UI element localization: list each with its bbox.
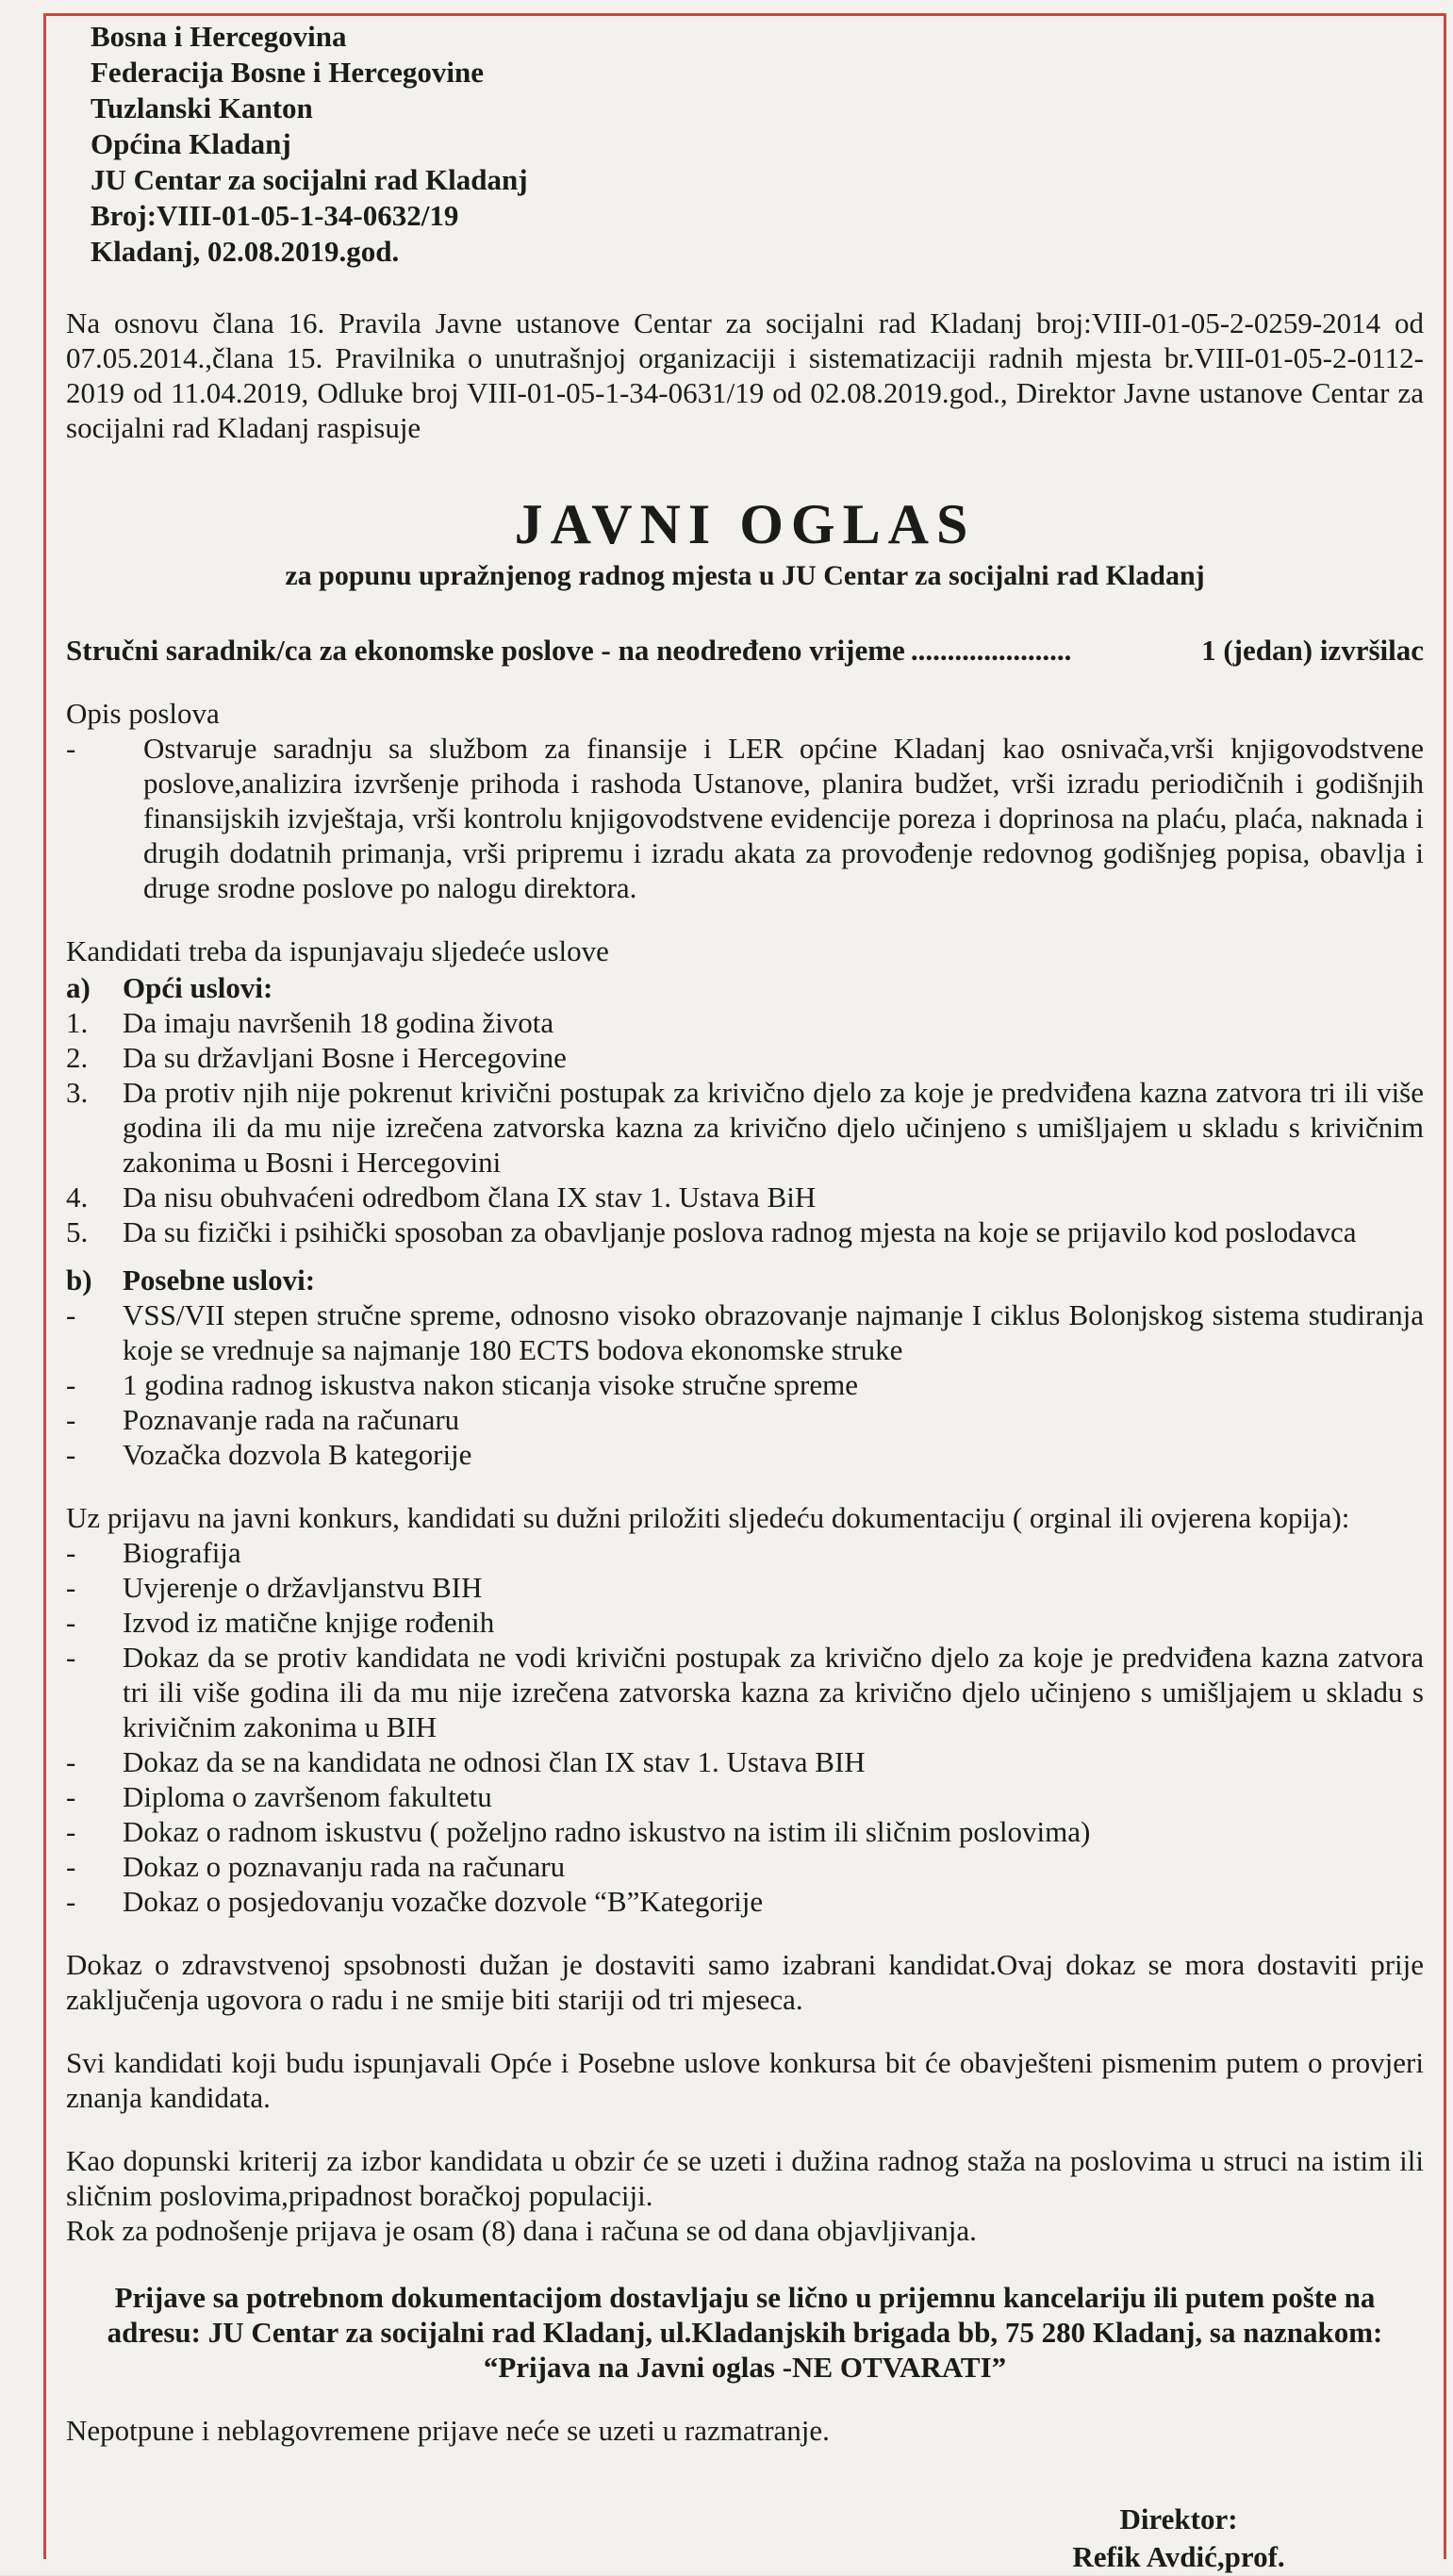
header-line: Tuzlanski Kanton bbox=[91, 91, 313, 124]
list-item bbox=[66, 1214, 1424, 1249]
list-item bbox=[66, 1180, 1424, 1214]
job-description-section bbox=[66, 696, 1424, 905]
list-marker: - bbox=[66, 1606, 76, 1639]
list-marker: - bbox=[66, 732, 76, 765]
criteria-paragraph: Kao dopunski kriterij za izbor kandidata u obzir će se uzeti i dužina radnog staža na poslovima u struci na istim ili sličnim poslovima,pripadnost boračkoj populaciji. bbox=[66, 2144, 1424, 2212]
list-marker: 1. bbox=[66, 1006, 89, 1039]
list-marker: - bbox=[66, 1850, 76, 1883]
list-item bbox=[66, 1437, 1424, 1472]
list-text: Ostvaruje saradnju sa službom za finansije i LER općine Kladanj kao osnivača,vrši knjigovodstvene poslove,analizira izvršenje prihoda i rashoda Ustanove, planira budžet, vrši izradu periodičnih i godišnjih finansijskih izvještaja, vrši kontrolu knjigovodstvene evidencije poreza i doprinosa na plaću, plaća, naknada i drugih dodatnih primanja, vrši pripremu i izradu akata za provođenje redovnog godišnjeg popisa, obavlja i druge srodne poslove po nalogu direktora. bbox=[143, 732, 1424, 904]
list-text: Vozačka dozvola B kategorije bbox=[123, 1438, 472, 1471]
signature-name: Refik Avdić,prof. bbox=[1072, 2540, 1285, 2573]
requirements-intro: Kandidati treba da ispunjavaju sljedeće uslove bbox=[66, 934, 609, 967]
list-marker: - bbox=[66, 1641, 76, 1674]
list-marker: - bbox=[66, 1780, 76, 1813]
list-item bbox=[66, 1849, 1424, 1884]
list-text: Dokaz o poznavanju rada na računaru bbox=[123, 1850, 566, 1883]
list-text: Da su fizički i psihički sposoban za obavljanje poslova radnog mjesta na koje se prijavilo kod poslodavca bbox=[123, 1215, 1357, 1248]
submission-paragraph: Prijave sa potrebnom dokumentacijom dostavljaju se lično u prijemnu kancelariju ili putem pošte na adresu: JU Centar za socijalni rad Kladanj, ul.Kladanjskih brigada bb, 75 280 Kladanj, sa naznakom: “Prijava na Javni oglas -NE OTVARATI” bbox=[107, 2281, 1383, 2384]
list-marker: - bbox=[66, 1536, 76, 1569]
list-marker: - bbox=[66, 1298, 76, 1331]
section-heading: Posebne uslovi: bbox=[123, 1263, 316, 1296]
reference-number: Broj:VIII-01-05-1-34-0632/19 bbox=[91, 199, 459, 232]
list-marker: 2. bbox=[66, 1041, 89, 1074]
list-item bbox=[66, 1814, 1424, 1849]
announcement bbox=[66, 19, 1424, 2576]
list-item bbox=[66, 1884, 1424, 1919]
incomplete-notice: Nepotpune i neblagovremene prijave neće se uzeti u razmatranje. bbox=[66, 2414, 830, 2447]
document-date: Kladanj, 02.08.2019.god. bbox=[91, 235, 400, 268]
list-text: Dokaz da se na kandidata ne odnosi član IX stav 1. Ustava BIH bbox=[123, 1745, 866, 1778]
job-description-list bbox=[66, 731, 1424, 905]
list-text: Dokaz o posjedovanju vozačke dozvole “B”Kategorije bbox=[123, 1885, 764, 1918]
list-text: Izvod iz matične knjige rođenih bbox=[123, 1606, 495, 1639]
list-marker: 3. bbox=[66, 1076, 89, 1109]
header-line: Federacija Bosne i Hercegovine bbox=[91, 56, 484, 89]
list-text: Da su državljani Bosne i Hercegovine bbox=[123, 1041, 567, 1074]
list-item bbox=[66, 1005, 1424, 1040]
list-marker: 5. bbox=[66, 1215, 89, 1248]
list-text: Da imaju navršenih 18 godina života bbox=[123, 1006, 554, 1039]
position-line bbox=[66, 633, 1424, 668]
letterhead bbox=[66, 19, 1424, 270]
list-marker: - bbox=[66, 1885, 76, 1918]
documents-section bbox=[66, 1500, 1424, 1919]
notification-paragraph: Svi kandidati koji budu ispunjavali Opće i Posebne uslove konkursa bit će obavješteni pismenim putem o provjeri znanja kandidata. bbox=[66, 2046, 1424, 2114]
documents-list bbox=[66, 1535, 1424, 1919]
list-item bbox=[66, 1040, 1424, 1075]
intro-paragraph: Na osnovu člana 16. Pravila Javne ustanove Centar za socijalni rad Kladanj broj:VIII-01-05-2-0259-2014 od 07.05.2014.,člana 15. Pravilnika o unutrašnjoj organizaciji i sistematizaciji radnih mjesta br.VIII-01-05-2-0112-2019 od 11.04.2019, Odluke broj VIII-01-05-1-34-0631/19 od 02.08.2019.god., Direktor Javne ustanove Centar za socijalni rad Kladanj raspisuje bbox=[66, 306, 1424, 444]
position-dots: ...................... bbox=[910, 634, 1072, 667]
list-marker: - bbox=[66, 1403, 76, 1436]
documents-intro: Uz prijavu na javni konkurs, kandidati su dužni priložiti sljedeću dokumentaciju ( orginal ili ovjerena kopija): bbox=[66, 1501, 1350, 1534]
list-marker: a) bbox=[66, 971, 91, 1004]
list-item bbox=[66, 1570, 1424, 1605]
list-text: Poznavanje rada na računaru bbox=[123, 1403, 460, 1436]
list-item bbox=[66, 1297, 1424, 1367]
list-marker: - bbox=[66, 1368, 76, 1401]
header-line: Općina Kladanj bbox=[91, 127, 291, 160]
health-paragraph: Dokaz o zdravstvenoj spsobnosti dužan je dostaviti samo izabrani kandidat.Ovaj dokaz se mora dostaviti prije zaključenja ugovora o radu i ne smije biti stariji od tri mjeseca. bbox=[66, 1948, 1424, 2016]
general-conditions-list bbox=[66, 1005, 1424, 1249]
list-item bbox=[66, 1367, 1424, 1402]
signature-block bbox=[66, 2501, 1424, 2576]
list-text: VSS/VII stepen stručne spreme, odnosno visoko obrazovanje najmanje I ciklus Bolonjskog sistema studiranja koje se vrednuje sa najmanje 180 ECTS bodova ekonomske struke bbox=[123, 1298, 1424, 1366]
list-item bbox=[66, 1605, 1424, 1640]
position-count: 1 (jedan) izvršilac bbox=[1201, 634, 1424, 667]
deadline-paragraph: Rok za podnošenje prijava je osam (8) dana i računa se od dana objavljivanja. bbox=[66, 2214, 977, 2247]
list-text: Da protiv njih nije pokrenut krivični postupak za krivično djelo za koje je predviđena kazna zatvora tri ili više godina ili da mu nije izrečena zatvorska kazna za krivično djelo učinjeno s umišljajem u skladu s krivičnim zakonima u Bosni i Hercegovini bbox=[123, 1076, 1424, 1179]
list-item bbox=[66, 731, 1424, 905]
list-item bbox=[66, 1744, 1424, 1779]
list-text: Biografija bbox=[123, 1536, 241, 1569]
list-text: Dokaz da se protiv kandidata ne vodi krivični postupak za krivično djelo za koje je predviđena kazna zatvora tri ili više godina ili da mu nije izrečena zatvorska kazna za krivično djelo učinjeno s umišljajem u skladu s krivičnim zakonima u BIH bbox=[123, 1641, 1424, 1743]
list-marker: - bbox=[66, 1815, 76, 1848]
position-name: Stručni saradnik/ca za ekonomske poslove - na neodređeno vrijeme bbox=[66, 634, 905, 667]
list-marker: 4. bbox=[66, 1181, 89, 1214]
signature-title: Direktor: bbox=[1119, 2502, 1238, 2535]
list-item bbox=[66, 1779, 1424, 1814]
list-item bbox=[66, 1075, 1424, 1180]
special-conditions-heading bbox=[66, 1263, 1424, 1297]
list-item bbox=[66, 1402, 1424, 1437]
page-subtitle: za popunu upražnjenog radnog mjesta u JU Centar za socijalni rad Kladanj bbox=[285, 560, 1205, 591]
list-text: Diploma o završenom fakultetu bbox=[123, 1780, 492, 1813]
section-heading: Opći uslovi: bbox=[123, 971, 273, 1004]
general-conditions-heading bbox=[66, 970, 1424, 1005]
list-marker: - bbox=[66, 1571, 76, 1604]
header-line: JU Centar za socijalni rad Kladanj bbox=[91, 163, 528, 196]
special-conditions-list bbox=[66, 1297, 1424, 1472]
header-line: Bosna i Hercegovina bbox=[91, 20, 347, 53]
list-marker: b) bbox=[66, 1263, 92, 1296]
list-text: 1 godina radnog iskustva nakon sticanja visoke stručne spreme bbox=[123, 1368, 858, 1401]
list-text: Da nisu obuhvaćeni odredbom člana IX stav 1. Ustava BiH bbox=[123, 1181, 817, 1214]
list-text: Dokaz o radnom iskustvu ( poželjno radno iskustvo na istim ili sličnim poslovima) bbox=[123, 1815, 1091, 1848]
list-text: Uvjerenje o državljanstvu BIH bbox=[123, 1571, 483, 1604]
list-item bbox=[66, 1640, 1424, 1744]
page-title: JAVNI OGLAS bbox=[514, 493, 976, 555]
list-marker: - bbox=[66, 1438, 76, 1471]
requirements-section bbox=[66, 933, 1424, 1472]
list-marker: - bbox=[66, 1745, 76, 1778]
section-heading: Opis poslova bbox=[66, 697, 220, 730]
list-item bbox=[66, 1535, 1424, 1570]
